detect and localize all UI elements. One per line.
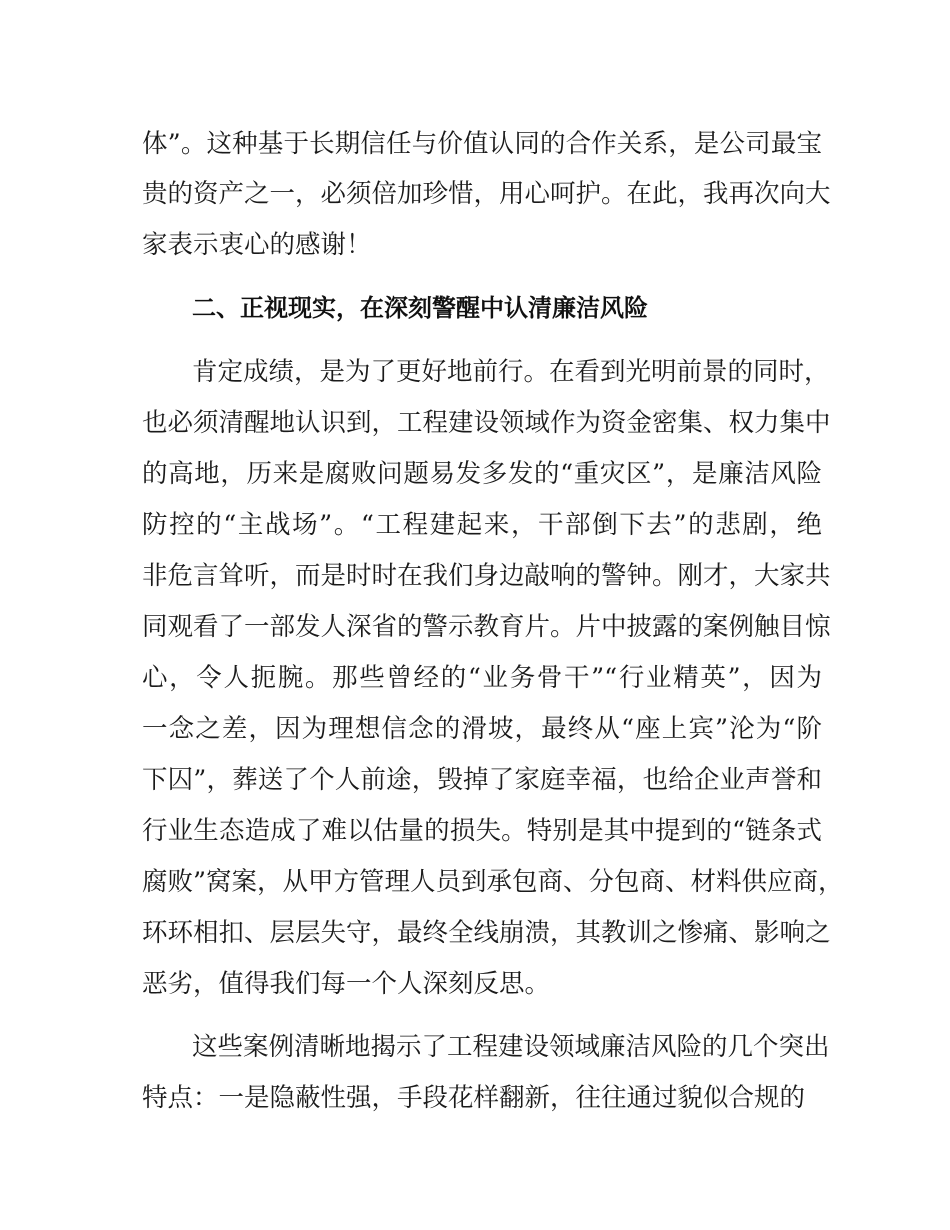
paragraph-2-line-13: 恶劣，值得我们每一个人深刻反思。	[142, 969, 551, 999]
paragraph-1-line-3: 家表示衷心的感谢！	[142, 230, 372, 260]
paragraph-3-line-2: 特点：一是隐蔽性强，手段花样翻新，往往通过貌似合规的	[142, 1083, 806, 1113]
paragraph-2-line-5: 非危言耸听，而是时时在我们身边敲响的警钟。刚才，大家共	[142, 561, 831, 591]
paragraph-3-line-1: 这些案例清晰地揭示了工程建设领域廉洁风险的几个突出	[192, 1032, 830, 1062]
paragraph-1-line-1: 体”。这种基于长期信任与价值认同的合作关系，是公司最宝	[142, 129, 822, 159]
paragraph-2-line-11: 腐败”窝案，从甲方管理人员到承包商、分包商、材料供应商，	[142, 867, 844, 897]
paragraph-2-line-10: 行业生态造成了难以估量的损失。特别是其中提到的“链条式	[142, 816, 822, 846]
paragraph-2-line-3: 的高地，历来是腐败问题易发多发的“重灾区”，是廉洁风险	[142, 459, 822, 489]
paragraph-2-line-7: 心，令人扼腕。那些曾经的“业务骨干”“行业精英”，因为	[142, 663, 822, 693]
paragraph-2-line-8: 一念之差，因为理想信念的滑坡，最终从“座上宾”沦为“阶	[142, 714, 822, 744]
paragraph-2-line-9: 下囚”，葬送了个人前途，毁掉了家庭幸福，也给企业声誉和	[142, 765, 822, 795]
paragraph-2-line-4: 防控的“主战场”。“工程建起来，干部倒下去”的悲剧，绝	[142, 510, 822, 540]
paragraph-2-line-1: 肯定成绩，是为了更好地前行。在看到光明前景的同时，	[192, 357, 830, 387]
section-heading: 二、正视现实，在深刻警醒中认清廉洁风险	[192, 294, 648, 322]
paragraph-2-line-12: 环环相扣、层层失守，最终全线崩溃，其教训之惨痛、影响之	[142, 918, 831, 948]
paragraph-2-line-2: 也必须清醒地认识到，工程建设领域作为资金密集、权力集中	[142, 408, 831, 438]
paragraph-2-line-6: 同观看了一部发人深省的警示教育片。片中披露的案例触目惊	[142, 612, 831, 642]
paragraph-1-line-2: 贵的资产之一，必须倍加珍惜，用心呵护。在此，我再次向大	[142, 179, 831, 209]
